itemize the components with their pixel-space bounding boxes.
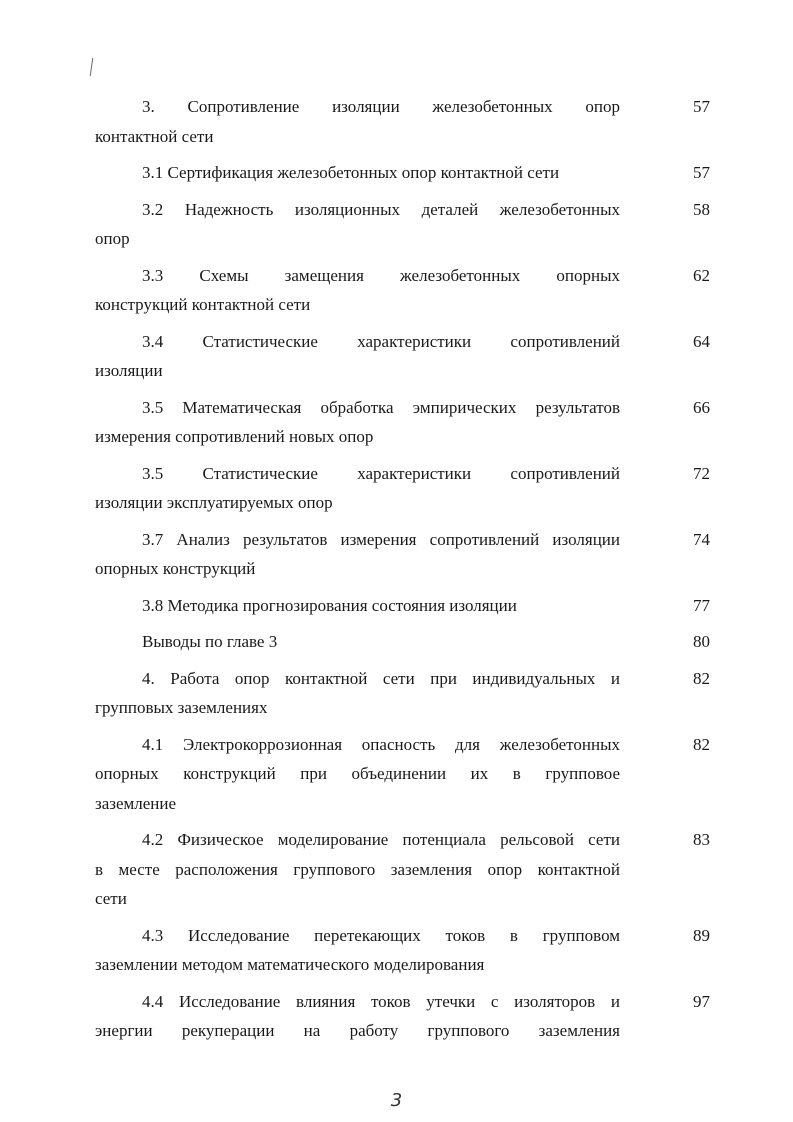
toc-entry-line: изоляции [95,361,163,380]
toc-entry-line: в месте расположения группового заземления опор контактной [95,859,620,879]
toc-entry-line: 4.2 Физическое моделирование потенциала рельсовой сети [142,830,620,849]
toc-page-number: 57 [693,163,710,182]
toc-entry[interactable] [95,459,710,518]
toc-entry-line: изоляции эксплуатируемых опор [95,493,333,512]
toc-page-number: 66 [693,397,710,417]
toc-page-number: 89 [693,925,710,945]
toc-entry-line: опор [95,229,130,248]
toc-entry-line: 3.4 Статистические характеристики сопротивлений [142,331,620,351]
toc-page-number: 83 [693,830,710,849]
toc-entry-line: контактной сети [95,126,214,146]
toc-entry[interactable] [95,158,710,188]
toc-entry-line: 3.7 Анализ результатов измерения сопротивлений изоляции [142,529,620,549]
toc-entry-line: 3.5 Математическая обработка эмпирических результатов [142,397,620,417]
toc-page-number: 80 [693,632,710,651]
toc-page-number: 97 [693,991,710,1011]
scan-mark [90,58,93,76]
toc-page-number: 72 [693,463,710,483]
toc-page-number: 82 [693,668,710,688]
toc-page-number: 62 [693,265,710,285]
toc-page-number: 57 [693,97,710,116]
toc-entry-line: Выводы по главе 3 [142,632,278,651]
toc-entry-line: 3.3 Схемы замещения железобетонных опорных [142,265,620,285]
toc-page-number: 58 [693,199,710,219]
toc-entry-line: 4.3 Исследование перетекающих токов в групповом [142,925,620,945]
toc-entry-line: 3. Сопротивление изоляции железобетонных опор [142,97,620,116]
toc-entry-line: 3.5 Статистические характеристики сопротивлений [142,463,620,483]
toc-entry-line: 4.4 Исследование влияния токов утечки с изоляторов и [142,991,620,1011]
toc-entry[interactable] [95,627,710,657]
toc-entry[interactable] [95,525,710,584]
toc-entry[interactable] [95,92,710,151]
toc-page-number: 74 [693,529,710,549]
toc-entry-line: 4.1 Электрокоррозионная опасность для железобетонных [142,734,620,754]
toc-entry-line: 3.8 Методика прогнозирования состояния изоляции [142,595,517,615]
toc-page-number: 77 [693,595,710,615]
toc-entry-line: энергии рекуперации на работу группового заземления [95,1021,620,1040]
toc-entry[interactable] [95,327,710,386]
toc-page-number: 64 [693,331,710,351]
toc-entry[interactable] [95,261,710,320]
toc-entry-line: заземление [95,793,177,813]
toc-entry-line: заземлении методом математического моделирования [95,955,485,974]
toc-entry[interactable] [95,730,710,819]
toc-entry-line: 4. Работа опор контактной сети при индивидуальных и [142,668,620,688]
toc-entry[interactable] [95,921,710,980]
toc-entry-line: измерения сопротивлений новых опор [95,427,374,446]
toc-entry[interactable] [95,195,710,254]
toc-entry[interactable] [95,664,710,723]
toc-entry-line: опорных конструкций [95,559,256,578]
toc-entry[interactable] [95,393,710,452]
toc-entry[interactable] [95,987,710,1046]
toc-page-number: 82 [693,734,710,754]
toc-entry-line: групповых заземлениях [95,698,268,717]
toc-entry-line: конструкций контактной сети [95,295,311,314]
toc-entry-line: опорных конструкций при объединении их в групповое [95,764,620,783]
toc-entry-line: сети [95,889,127,908]
page-number: 3 [390,1090,403,1111]
toc-entry[interactable] [95,591,710,621]
toc-entry[interactable] [95,825,710,914]
toc-entry-line: 3.2 Надежность изоляционных деталей железобетонных [142,199,620,219]
toc-entry-line: 3.1 Сертификация железобетонных опор контактной сети [142,163,560,182]
table-of-contents [95,92,710,1053]
